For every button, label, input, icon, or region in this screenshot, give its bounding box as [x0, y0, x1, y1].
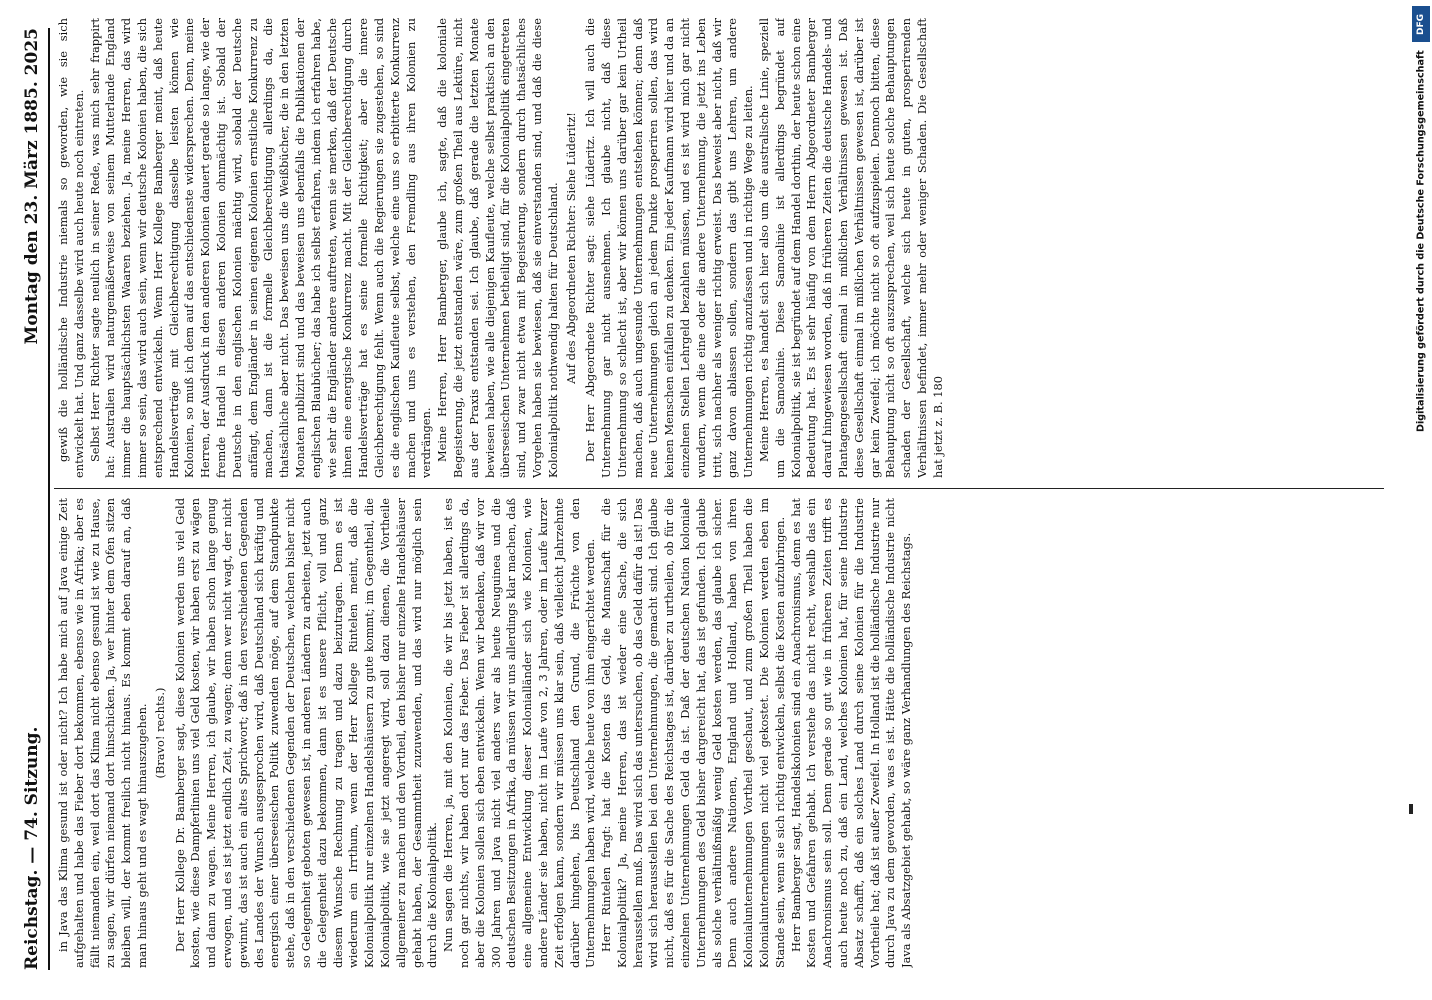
paragraph: Herr Rintelen fragt: hat die Kosten das Geld, die Mannschaft für die Kolonialpolitik? Ja, meine Herren, das ist wieder eine Sache, die sich herausstellen muß. Das wird sich das untersuchen, ob das Geld dafür da ist! Das wird sich herausstellen bei den Unternehmungen, die gemacht sind. Ich glaube nicht, daß es für die Sache des Reichstages ist, darüber zu urtheilen, ob für die einzelnen Unternehmungen Geld da ist. Daß der deutschen Nation koloniale Unternehmungen des Geld bisher dargereicht hat, das ist gefunden. Ich glaube als solche verhältnißmäßig wenig Geld kosten werden, das glaube ich sicher. Denn auch andere Nationen, England und Holland, haben von ihren Kolonialunternehmungen Vortheil geschaut, und zum großen Theil haben die Kolonialunternehmungen nicht viel gekostet. Die Kolonien werden eben im Stande sein, wenn sie sich richtig entwickeln, selbst die Kosten aufzubringen.: [599, 498, 787, 968]
left-text-column: [56, 498, 1392, 968]
dfg-logo: DFG: [1412, 6, 1430, 42]
interjection: Auf des Abgeordneten Richter: Siehe Lüderitz!: [563, 112, 578, 384]
paragraph: Herr Bamberger sagt, Handelskolonien sind ein Anachronismus, denn es hat Kosten und Gefahren gehabt. Ich verstehe das nicht recht, weshalb das ein Anachronismus sein soll. Denn gerade so gut wie in früheren Zeiten trifft es auch heute noch zu, daß ein Land, welches Kolonien hat, für seine Industrie Absatz schafft, daß ein solches Land durch seine Kolonien für die Industrie Vortheile hat; daß ist außer Zweifel. In Holland ist die holländische Industrie nur durch Java zu dem geworden, was es ist. Hätte die holländische Industrie nicht Java als Absatzgebiet gehabt, so wäre ganz Verhandlungen des Reichstags.: [788, 498, 914, 968]
paragraph: Der Herr Kollege Dr. Bamberger sagt, diese Kolonien werden uns viel Geld kosten, wie diese Dampferlinien uns viel Geld kosten, wir haben erst zu wägen und dann zu wagen. Meine Herren, ich glaube, wir haben schon lange genug erwogen, und es ist jetzt endlich Zeit, zu wagen; denn wer nicht wagt, der nicht gewinnt, das ist auch ein altes Sprichwort; daß in den verschiedenen Gegenden des Landes der Wunsch ausgesprochen wird, daß Deutschland sich kräftig und energisch einer überseeischen Politik zuwenden möge, auf dem Standpunkte stehe, daß in den verschiedenen Gegenden der Deutschen, welchen bisher nicht so Gelegenheit geboten gewesen ist, in anderen Ländern zu arbeiten, jetzt auch die Gelegenheit dazu bekommen, dann ist es unsere Pflicht, voll und ganz diesem Wunsche Rechnung zu tragen und dazu beizutragen. Denn es ist wiederum ein Irrthum, wenn der Herr Kollege Rintelen meint, daß die Kolonialpolitik nur einzelnen Handelshäusern zu gute kommt; im Gegentheil, die Kolonialpolitik, wie sie jetzt angeregt wird, soll dazu dienen, die Vortheile allgemeiner zu machen und den Vortheil, den bisher nur einzelne Handelshäuser gehabt haben, der Gesammtheit zuzuwenden, und das wird nur möglich sein durch die Kolonialpolitik.: [172, 498, 440, 968]
paragraph: Meine Herren, es handelt sich hier also um die australische Linie, speziell um die Samoalinie. Diese Samoalinie ist allerdings begründet auf Kolonialpolitik, sie ist begründet auf dem Handel dorthin, der heute schon eine Bedeutung hat. Es ist sehr häufig von dem Herrn Abgeordneter Bamberger darauf hingewiesen worden, daß in früheren Zeiten die deutsche Handels- und Plantagengesellschaft einmal in mißlichen Verhältnissen gewesen ist. Daß diese Gesellschaft einmal in mißlichen Verhältnissen gewesen ist, darüber ist gar kein Zweifel; ich möchte nicht so oft aufzuspielen. Dennoch bitten, diese Behauptung nicht so oft auszusprechen, weil sich heute solche Behauptungen schaden der Gesellschaft, welche sich heute in guten, prosperirenden Verhältnissen befindet, immer mehr oder weniger Schaden. Die Gesellschaft hat jetzt z. B. 180: [757, 18, 945, 478]
paragraph: gewiß die holländische Industrie niemals so geworden, wie sie sich entwickelt hat. Und ganz dasselbe wird auch heute noch eintreten.: [56, 18, 86, 478]
right-text-column: [56, 18, 1392, 478]
header-session-title: Reichstag. — 74. Sitzung.: [22, 726, 42, 970]
page-header: [14, 28, 50, 970]
digitization-sidebar: [1410, 0, 1432, 1000]
paragraph: Selbst Herr Richter sagte neulich in seiner Rede, was mich sehr frappirt hat: Australien wird naturgemäßerweise von seinem Mutterlande England immer die hauptsächlichsten Waaren beziehen. Ja, meine Herren, das wird immer so sein, das wird auch sein, wenn wir deutsche Kolonien haben, die sich entsprechend entwickeln. Wenn Herr Kollege Bamberger meint, daß heute Handelsverträge mit Gleichberechtigung dasselbe leisten können wie Kolonien, so muß ich dem auf das entschiedenste widersprechen. Denn, meine Herren, der Ausdruck in den anderen Kolonien dauert gerade so lange, wie der fremde Handel in diesen anderen Kolonien ohnmächtig ist. Sobald der Deutsche in den englischen Kolonien mächtig wird, sobald der Deutsche anfängt, dem Engländer in seinen eigenen Kolonien ernstliche Konkurrenz zu machen, dann ist die formelle Gleichberechtigung allerdings da, die thatsächliche aber nicht. Das beweisen uns die Weißbücher, die in den letzten Monaten publizirt sind und das beweisen uns ebenfalls die Publikationen der englischen Blaubücher; das habe ich selbst erfahren, indem ich erfahren habe, wie sehr die Engländer andere auftreten, wenn sie merken, daß der Deutsche ihnen eine energische Konkurrenz macht. Mit der Gleichberechtigung durch Handelsverträge hat es seine formelle Richtigkeit; aber die innere Gleichberechtigung fehlt. Wenn auch die Regierungen sie zugestehen, so sind es die englischen Kaufleute selbst, welche eine uns so erbitterte Konkurrenz machen und uns es verstehen, den Fremdling aus ihren Kolonien zu verdrängen.: [87, 18, 434, 478]
column-divider: [54, 488, 1384, 489]
digitization-credit: Digitalisierung gefördert durch die Deutsche Forschungsgemeinschaft: [1415, 50, 1427, 432]
interjection: (Bravo! rechts.): [152, 687, 167, 779]
paragraph: Meine Herren, Herr Bamberger, glaube ich, sagte, daß die koloniale Begeisterung, die jetzt entstanden wäre, zum großen Theil aus Lektüre, nicht aus der Praxis entstanden sei. Ich glaube, daß gerade die letzten Monate bewiesen haben, wie alle diejenigen Kaufleute, welche selbst praktisch an den überseeischen Unternehmen betheiligt sind, für die Kolonialpolitik eingetreten sind, und zwar nicht etwa mit Begeisterung, sondern durch thatsächliches Vorgehen haben sie bewiesen, daß sie einverstanden sind, und daß die diese Kolonialpolitik nothwendig halten für Deutschland.: [435, 18, 560, 478]
paragraph: Nun sagen die Herren, ja, mit den Kolonien, die wir bis jetzt haben, ist es noch gar nichts, wir haben dort nur das Fieber. Das Fieber ist allerdings da, aber die Kolonien sollen sich eben entwickeln. Wenn wir bedenken, daß wir vor 300 Jahren und Java nicht viel anders war als heute Neuguinea und die deutschen Besitzungen in Afrika, da müssen wir uns allerdings klar machen, daß eine allgemeine Entwicklung dieser Kolonialländer sich wie Kolonien, wie andere Länder sie haben, nicht im Laufe von 2, 3 Jahren, oder im Laufe kurzer Zeit erfolgen kann, sondern wir müssen uns klar sein, daß vielleicht Jahrzehnte darüber hingehen, bis Deutschland den Grund, die Früchte von den Unternehmungen haben wird, welche heute von ihm eingerichtet werden.: [441, 498, 598, 968]
paragraph: Der Herr Abgeordnete Richter sagt: siehe Lüderitz. Ich will auch die Unternehmung gar nicht ausnehmen. Ich glaube nicht, daß diese Unternehmung so schlecht ist, aber wir können uns darüber gar kein Urtheil machen, daß auch ungesunde Unternehmungen entstehen können; denn daß neue Unternehmungen gleich an jedem Punkte prosperiren sollen, das wird keinen Menschen einfallen zu denken. Ein jeder Kaufmann wird hier und da an einzelnen Stellen Lehrgeld bezahlen müssen, und es ist wird mich gar nicht wundern, wenn die eine oder die andere Unternehmung, die jetzt ins Leben tritt, sich nachher als weniger richtig erweist. Das beweist aber nicht, daß wir ganz davon ablassen sollen, sondern das gibt uns Lehren, um andere Unternehmungen richtig anzufassen und in richtige Wege zu leiten.: [583, 18, 756, 478]
paragraph: in Java das Klima gesund ist oder nicht? Ich habe mich auf Java einige Zeit aufgehalten und habe das Fieber dort bekommen, ebenso wie in Afrika; aber es fällt niemanden ein, weil dort das Klima nicht ebenso gesund ist wie zu Hause, zu sagen, wir dürfen niemand dort hinschicken. Ja, wer hinter dem Ofen sitzen bleiben will, der kommt freilich nicht hinaus. Es kommt eben darauf an, daß man hinaus geht und es wagt hinauszugehen.: [56, 498, 149, 968]
header-date-page: Montag den 23. März 1885. 2025: [22, 28, 42, 345]
